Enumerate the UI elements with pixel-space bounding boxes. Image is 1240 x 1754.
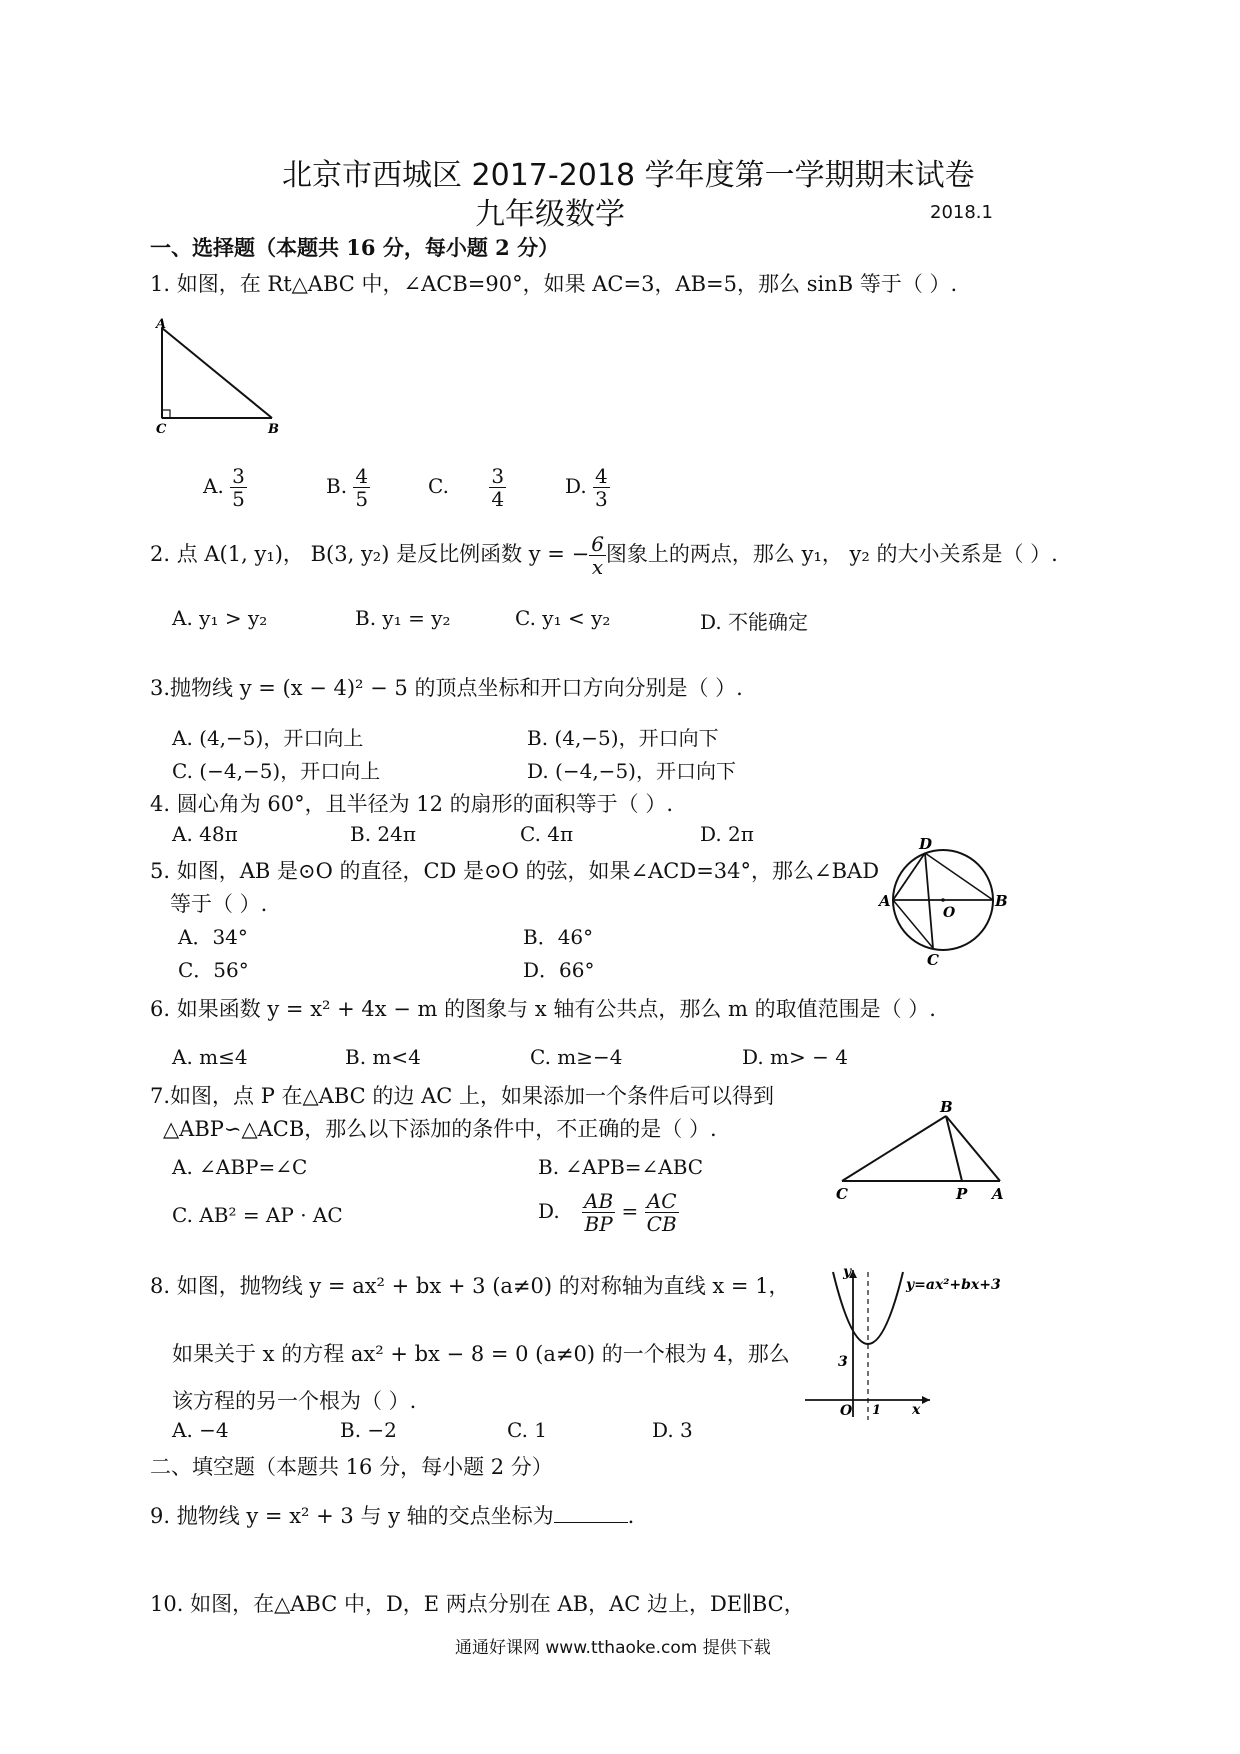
q7-option-c: C. AB² = AP · AC bbox=[172, 1203, 343, 1227]
fig5-label-c: C bbox=[927, 951, 939, 969]
q4-option-d: D. 2π bbox=[700, 822, 754, 846]
fig1-label-b: B bbox=[268, 422, 279, 437]
fig1-label-c: C bbox=[156, 422, 167, 437]
question-7-figure bbox=[832, 1098, 1012, 1208]
q7-option-d: D. $\frac{AB}{BP}$ = $\frac{AC}{CB}$ bbox=[538, 1189, 677, 1236]
question-4-stem: 4. 圆心角为 60°，且半径为 12 的扇形的面积等于（ ）. bbox=[150, 792, 674, 816]
question-10-stem: 10. 如图，在△ABC 中，D，E 两点分别在 AB，AC 边上，DE∥BC， bbox=[150, 1592, 805, 1616]
q6-option-a: A. m≤4 bbox=[172, 1045, 248, 1069]
question-2-stem: 2. 点 A(1, y₁)， B(3, y₂) 是反比例函数 y = − $\frac{6}{x}$ 图象上的两点，那么 y₁， y₂ 的大小关系是（ ）. bbox=[150, 532, 1058, 579]
q3-option-b: B. (4,−5)，开口向下 bbox=[527, 726, 719, 750]
q2-option-a: A. y₁ > y₂ bbox=[172, 606, 268, 630]
fig7-label-p: P bbox=[956, 1185, 968, 1203]
fig8-label-one: 1 bbox=[872, 1403, 882, 1418]
q6-option-c: C. m≥−4 bbox=[530, 1045, 623, 1069]
fig8-curve-label: y=ax²+bx+3 bbox=[906, 1277, 1001, 1293]
fig7-label-c: C bbox=[836, 1185, 848, 1203]
q2-option-b: B. y₁ = y₂ bbox=[355, 606, 451, 630]
section-heading-choice: 一、选择题（本题共 16 分，每小题 2 分） bbox=[150, 235, 560, 260]
question-5-stem-line1: 5. 如图，AB 是⊙O 的直径，CD 是⊙O 的弦，如果∠ACD=34°，那么∠BAD bbox=[150, 859, 880, 883]
fig8-label-x: x bbox=[912, 1402, 921, 1418]
section-heading-fill: 二、填空题（本题共 16 分，每小题 2 分） bbox=[150, 1455, 553, 1479]
question-6-stem: 6. 如果函数 y = x² + 4x − m 的图象与 x 轴有公共点，那么 m 的取值范围是（ ）. bbox=[150, 997, 936, 1021]
question-8-stem-line2: 如果关于 x 的方程 ax² + bx − 8 = 0 (a≠0) 的一个根为 4，那么 bbox=[172, 1342, 790, 1366]
fig1-label-a: A bbox=[156, 318, 167, 332]
q4-option-a: A. 48π bbox=[172, 822, 238, 846]
q8-option-a: A. −4 bbox=[172, 1418, 229, 1442]
q8-option-d: D. 3 bbox=[652, 1418, 693, 1442]
fig7-label-b: B bbox=[940, 1098, 953, 1116]
q2-option-c: C. y₁ < y₂ bbox=[515, 606, 611, 630]
q1-option-d: D. $\frac{4}{3}$ bbox=[565, 464, 608, 511]
question-5-stem-line2: 等于（ ）. bbox=[170, 892, 268, 916]
q8-option-b: B. −2 bbox=[340, 1418, 397, 1442]
fig5-label-d: D bbox=[919, 835, 933, 853]
q9-answer-blank bbox=[554, 1504, 628, 1523]
exam-subtitle: 九年级数学 bbox=[475, 197, 625, 232]
q6-option-b: B. m<4 bbox=[345, 1045, 421, 1069]
fig5-label-b: B bbox=[995, 892, 1008, 910]
q3-option-d: D. (−4,−5)，开口向下 bbox=[527, 759, 736, 783]
exam-date: 2018.1 bbox=[930, 202, 993, 223]
question-5-figure bbox=[875, 835, 1015, 970]
question-1-figure bbox=[152, 318, 292, 438]
q5-option-b: B．46° bbox=[523, 925, 594, 949]
question-7-stem-line1: 7.如图，点 P 在△ABC 的边 AC 上，如果添加一个条件后可以得到 bbox=[150, 1084, 774, 1108]
q4-option-b: B. 24π bbox=[350, 822, 417, 846]
q8-option-c: C. 1 bbox=[507, 1418, 548, 1442]
q1-option-c: C. $\frac{3}{4}$ bbox=[428, 464, 505, 511]
q6-option-d: D. m> − 4 bbox=[742, 1045, 848, 1069]
q3-option-a: A. (4,−5)，开口向上 bbox=[172, 726, 364, 750]
q5-option-a: A．34° bbox=[178, 925, 248, 949]
q1-option-a: A. $\frac{3}{5}$ bbox=[203, 464, 245, 511]
q3-option-c: C. (−4,−5)，开口向上 bbox=[172, 759, 381, 783]
question-8-stem-line1: 8. 如图，抛物线 y = ax² + bx + 3 (a≠0) 的对称轴为直线 x = 1， bbox=[150, 1274, 790, 1298]
q7-option-a: A. ∠ABP=∠C bbox=[172, 1155, 308, 1179]
fig7-label-a: A bbox=[992, 1185, 1004, 1203]
q5-option-c: C．56° bbox=[178, 958, 249, 982]
fig8-label-three: 3 bbox=[838, 1354, 848, 1370]
exam-title: 北京市西城区 2017-2018 学年度第一学期期末试卷 bbox=[282, 158, 975, 193]
page-footer: 通通好课网 www.tthaoke.com 提供下载 bbox=[455, 1638, 771, 1658]
q2-option-d: D. 不能确定 bbox=[700, 610, 809, 634]
q4-option-c: C. 4π bbox=[520, 822, 574, 846]
question-8-stem-line3: 该方程的另一个根为（ ）. bbox=[172, 1389, 417, 1413]
question-3-stem: 3.抛物线 y = (x − 4)² − 5 的顶点坐标和开口方向分别是（ ）. bbox=[150, 676, 743, 700]
fig5-label-o: O bbox=[943, 905, 956, 921]
q1-option-b: B. $\frac{4}{5}$ bbox=[326, 464, 369, 511]
fig8-label-y: y bbox=[843, 1264, 852, 1280]
q5-option-d: D．66° bbox=[523, 958, 595, 982]
question-9-stem: 9. 抛物线 y = x² + 3 与 y 轴的交点坐标为 . bbox=[150, 1504, 635, 1528]
fig8-label-o: O bbox=[840, 1403, 853, 1419]
question-1-stem: 1. 如图，在 Rt△ABC 中，∠ACB=90°，如果 AC=3，AB=5，那么 sinB 等于（ ）. bbox=[150, 272, 958, 296]
question-7-stem-line2: △ABP∽△ACB，那么以下添加的条件中，不正确的是（ ）. bbox=[163, 1117, 717, 1141]
q7-option-b: B. ∠APB=∠ABC bbox=[538, 1155, 704, 1179]
question-8-figure bbox=[800, 1262, 1020, 1422]
fig5-label-a: A bbox=[879, 892, 891, 910]
